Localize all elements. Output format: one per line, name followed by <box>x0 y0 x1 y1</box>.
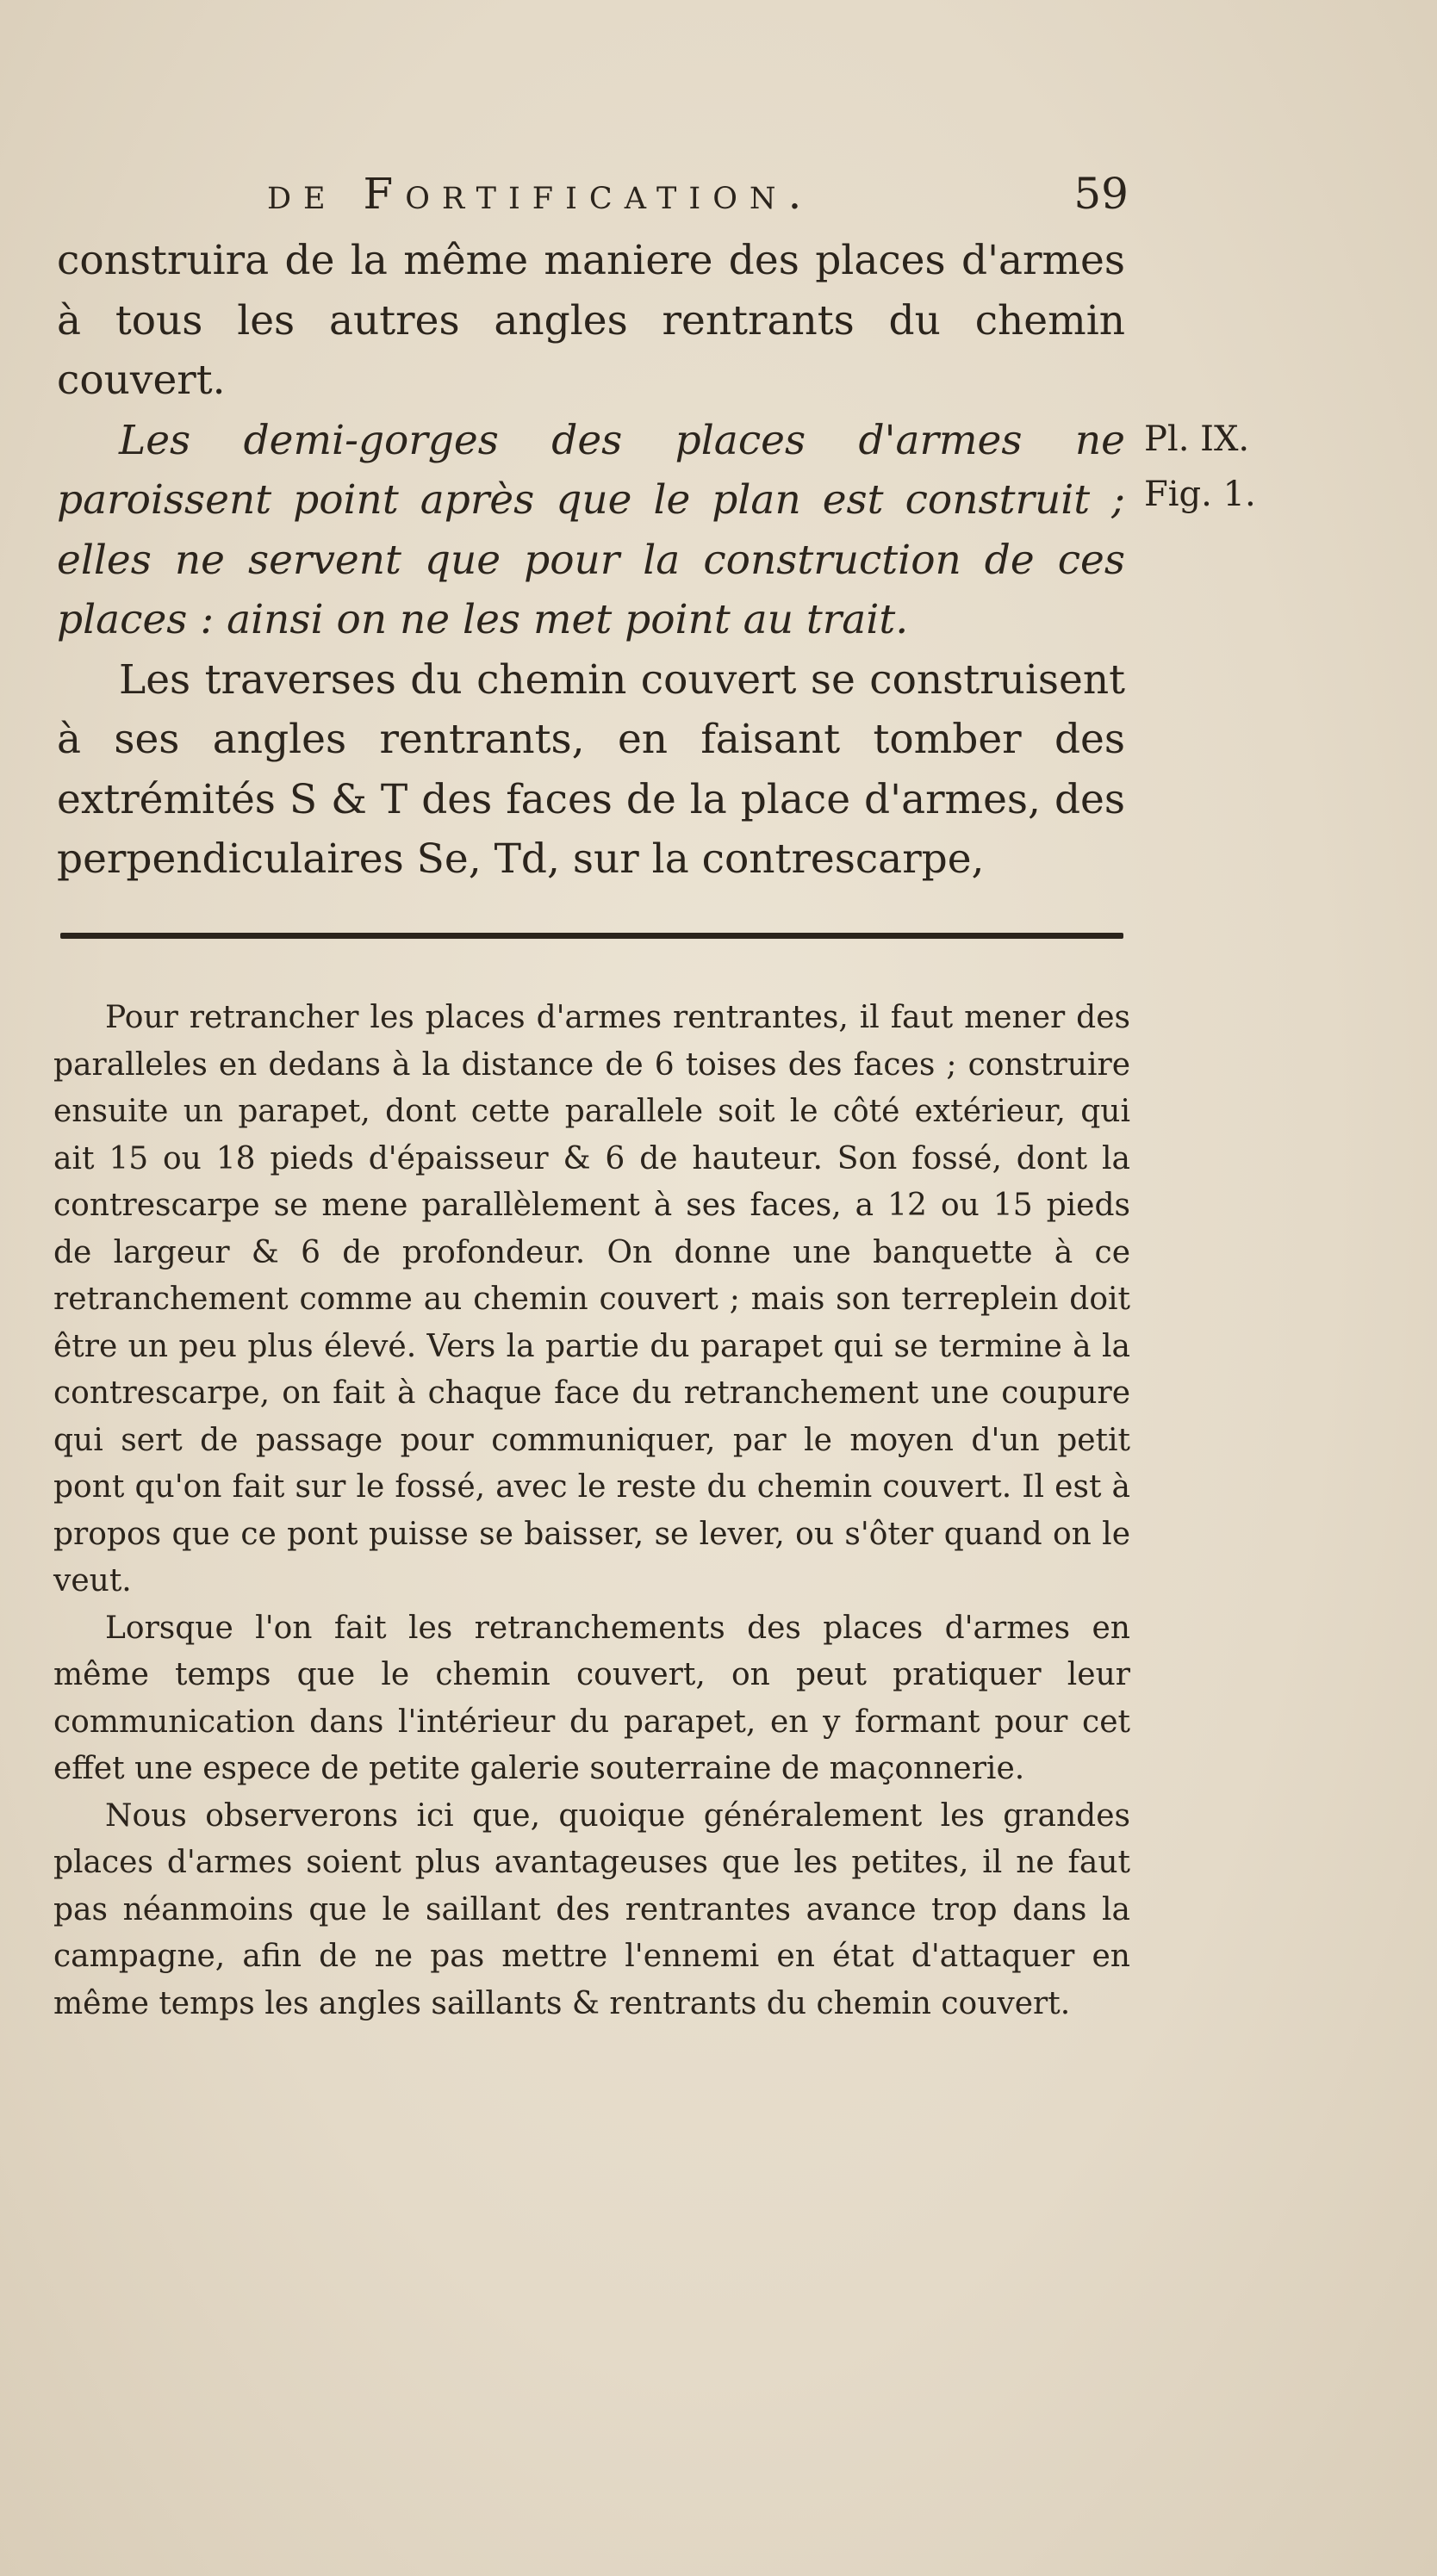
plate-reference: Pl. IX. <box>1144 419 1250 459</box>
margin-notes <box>1144 412 1273 522</box>
running-title: de Fortification. <box>267 169 814 219</box>
footnote <box>53 995 1130 2027</box>
footnote-separator-rule <box>60 933 1123 939</box>
footnote-paragraph-2: Lorsque l'on fait les retranchements des places d'armes en même temps que le chemin couvert, on peut pratiquer leur communication dans l'intérieur du parapet, en y formant pour cet effet une espece de petite galerie souterraine de maçonnerie. <box>53 1610 1130 1786</box>
main-paragraph-3: Les traverses du chemin couvert se construisent à ses angles rentrants, en faisant tomber des extrémités S & T des faces de la place d'armes, des perpendiculaires Se, Td, sur la contrescarpe, <box>57 655 1125 883</box>
footnote-paragraph-3: Nous observerons ici que, quoique généralement les grandes places d'armes soient plus avantageuses que les petites, il ne faut pas néanmoins que le saillant des rentrantes avance trop dans la campagne, afin de ne pas mettre l'ennemi en état d'attaquer en même temps les angles saillants & rentrants du chemin couvert. <box>53 1797 1130 2021</box>
figure-reference: Fig. 1. <box>1144 475 1256 514</box>
main-paragraph-1: construira de la même maniere des places d'armes à tous les autres angles rentrants du chemin couvert. <box>57 237 1125 404</box>
page-number: 59 <box>1073 169 1129 219</box>
page-header <box>267 169 1129 229</box>
main-text <box>57 231 1125 890</box>
footnote-paragraph-1: Pour retrancher les places d'armes rentrantes, il faut mener des paralleles en dedans à la distance de 6 toises des faces ; construire ensuite un parapet, dont cette parallele soit le côté extérieur, qui ait 15 ou 18 pieds d'épaisseur & 6 de hauteur. Son fossé, dont la contrescarpe se mene parallèlement à ses faces, a 12 ou 15 pieds de largeur & 6 de profondeur. On donne une banquette à ce retranchement comme au chemin couvert ; mais son terreplein doit être un peu plus élevé. Vers la partie du parapet qui se termine à la contrescarpe, on fait à chaque face du retranchement une coupure qui sert de passage pour communiquer, par le moyen d'un petit pont qu'on fait sur le fossé, avec le reste du chemin couvert. Il est à propos que ce pont puisse se baisser, se lever, ou s'ôter quand on le veut. <box>53 1000 1130 1598</box>
main-paragraph-2: Les demi-gorges des places d'armes ne paroissent point après que le plan est construit ; elles ne servent que pour la construction de ces places : ainsi on ne les met point au trait. <box>57 416 1125 643</box>
